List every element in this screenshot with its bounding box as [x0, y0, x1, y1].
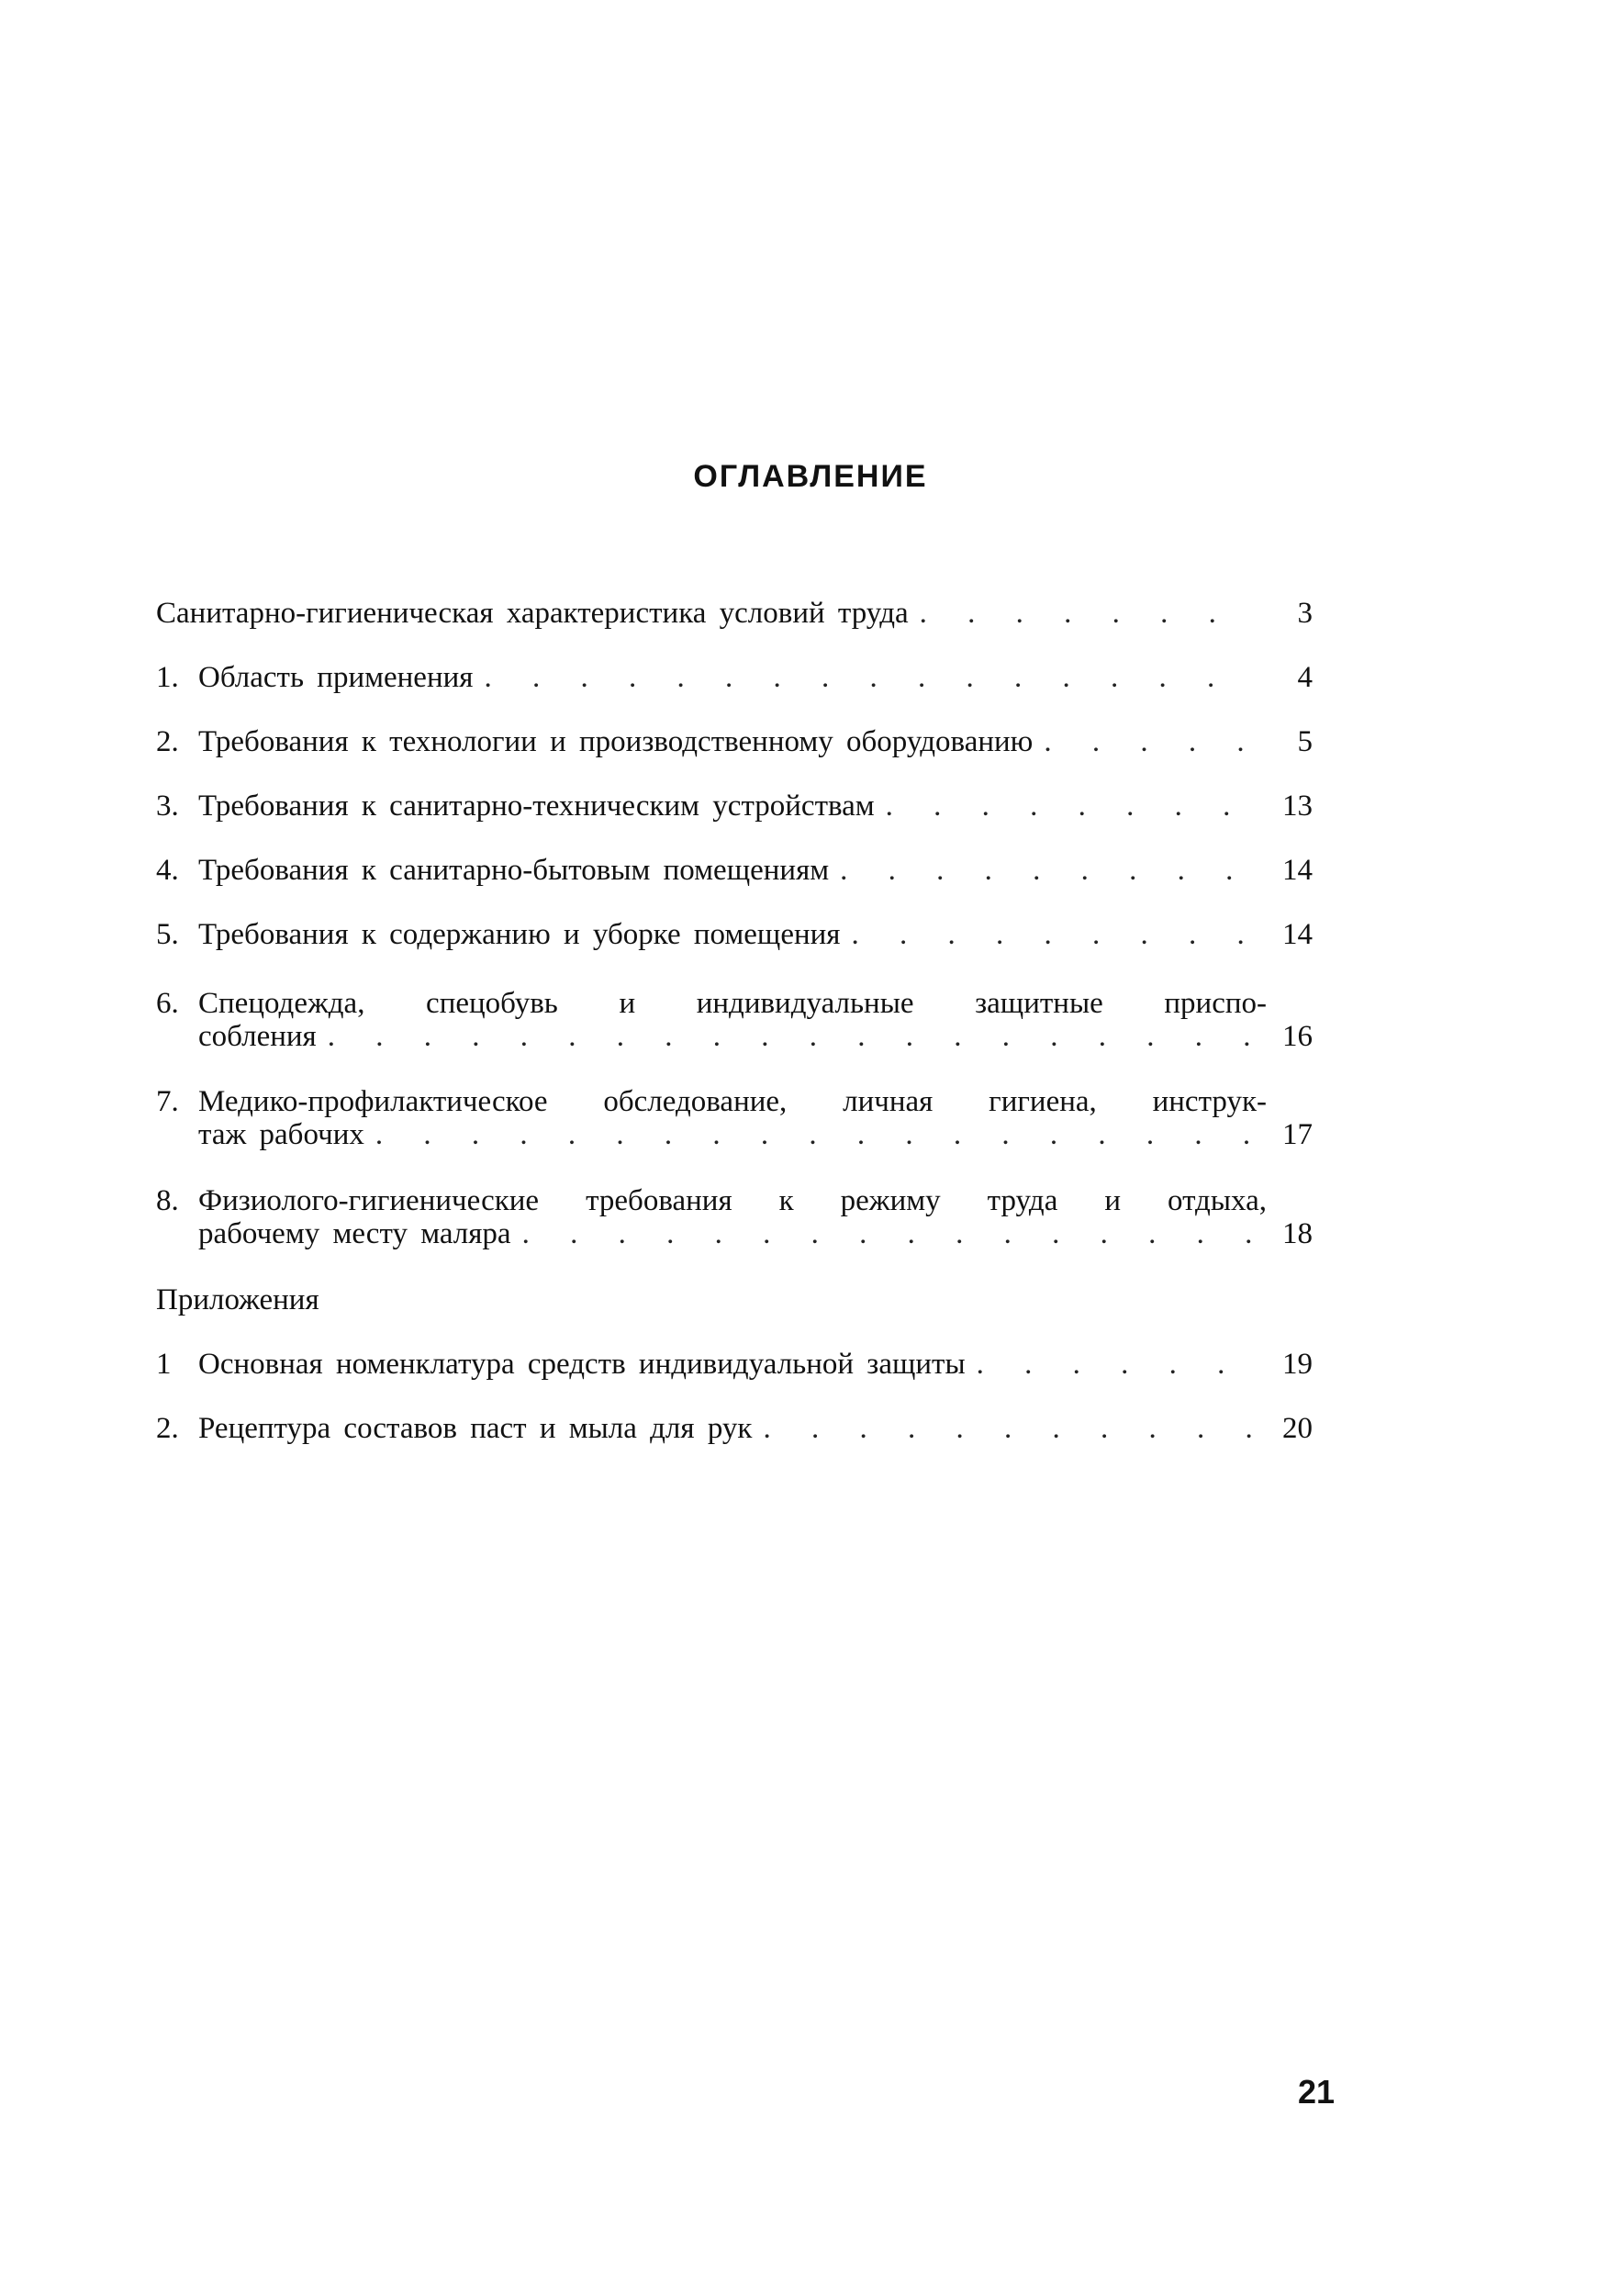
- toc-entry-text-line-1: Физиолого-гигиенические требования к режиму труда и отдыха,: [198, 1184, 1267, 1217]
- appendix-entry-1[interactable]: [156, 1348, 1313, 1381]
- toc-entry-number: 8.: [156, 1184, 179, 1217]
- toc-entry-5[interactable]: [156, 918, 1313, 951]
- toc-entry-page: 5: [1297, 725, 1313, 758]
- dot-leader: [920, 597, 1254, 630]
- dot-leader: [840, 854, 1254, 887]
- toc-entry-page: 14: [1282, 854, 1313, 887]
- dot-leader: [522, 1217, 1254, 1250]
- toc-entry-text: Требования к технологии и производственному оборудованию: [198, 725, 1034, 758]
- toc-entry-number: 1: [156, 1348, 172, 1381]
- toc-entry-3[interactable]: [156, 790, 1313, 823]
- toc-entry-page: 14: [1282, 918, 1313, 951]
- toc-entry-number: 4.: [156, 854, 179, 887]
- toc-entry-1[interactable]: [156, 661, 1313, 694]
- toc-entry-number: 2.: [156, 1412, 179, 1445]
- toc-entry-page: 20: [1282, 1412, 1313, 1445]
- dot-leader: [1044, 725, 1254, 758]
- toc-entry-text: Требования к санитарно-техническим устройствам: [198, 790, 875, 823]
- toc-entry-number: 6.: [156, 987, 179, 1020]
- toc-entry-text: Требования к содержанию и уборке помещения: [198, 918, 841, 951]
- toc-entry-text-line-2: таж рабочих: [198, 1118, 364, 1151]
- toc-entry-number: 7.: [156, 1085, 179, 1118]
- toc-entry-page: 18: [1282, 1217, 1313, 1250]
- toc-entry-text: Рецептура составов паст и мыла для рук: [198, 1412, 753, 1445]
- toc-entry-page: 13: [1282, 790, 1313, 823]
- page-number: 21: [1297, 2073, 1335, 2111]
- page-title: ОГЛАВЛЕНИЕ: [693, 459, 928, 494]
- toc-entry-text-line-2: собления: [198, 1020, 317, 1053]
- toc-entry-intro[interactable]: [156, 597, 1313, 630]
- appendix-entry-2[interactable]: [156, 1412, 1313, 1445]
- dot-leader: [851, 918, 1254, 951]
- toc-entry-text: Санитарно-гигиеническая характеристика условий труда: [156, 597, 909, 630]
- dot-leader: [375, 1118, 1254, 1151]
- toc-entry-page: 19: [1282, 1348, 1313, 1381]
- toc-entry-number: 5.: [156, 918, 179, 951]
- toc-entry-number: 3.: [156, 790, 179, 823]
- toc-entry-text-line-2: рабочему месту маляра: [198, 1217, 511, 1250]
- toc-entry-7[interactable]: [156, 1085, 1313, 1151]
- appendix-heading: Приложения: [156, 1283, 319, 1316]
- toc-entry-text-line-1: Спецодежда, спецобувь и индивидуальные защитные приспо-: [198, 987, 1267, 1020]
- toc-entry-4[interactable]: [156, 854, 1313, 887]
- toc-entry-number: 1.: [156, 661, 179, 694]
- dot-leader: [977, 1348, 1254, 1381]
- toc-entry-2[interactable]: [156, 725, 1313, 758]
- toc-entry-text: Область применения: [198, 661, 474, 694]
- toc-entry-page: 16: [1282, 1020, 1313, 1053]
- toc-entry-page: 17: [1282, 1118, 1313, 1151]
- dot-leader: [484, 661, 1254, 694]
- dot-leader: [328, 1020, 1254, 1053]
- toc-entry-text: Основная номенклатура средств индивидуальной защиты: [198, 1348, 966, 1381]
- toc-entry-page: 3: [1297, 597, 1313, 630]
- dot-leader: [763, 1412, 1254, 1445]
- toc-entry-6[interactable]: [156, 987, 1313, 1053]
- toc-entry-text-line-1: Медико-профилактическое обследование, личная гигиена, инструк-: [198, 1085, 1267, 1118]
- dot-leader: [886, 790, 1254, 823]
- toc-entry-page: 4: [1297, 661, 1313, 694]
- toc-entry-number: 2.: [156, 725, 179, 758]
- toc-entry-8[interactable]: [156, 1184, 1313, 1250]
- toc-entry-text: Требования к санитарно-бытовым помещениям: [198, 854, 830, 887]
